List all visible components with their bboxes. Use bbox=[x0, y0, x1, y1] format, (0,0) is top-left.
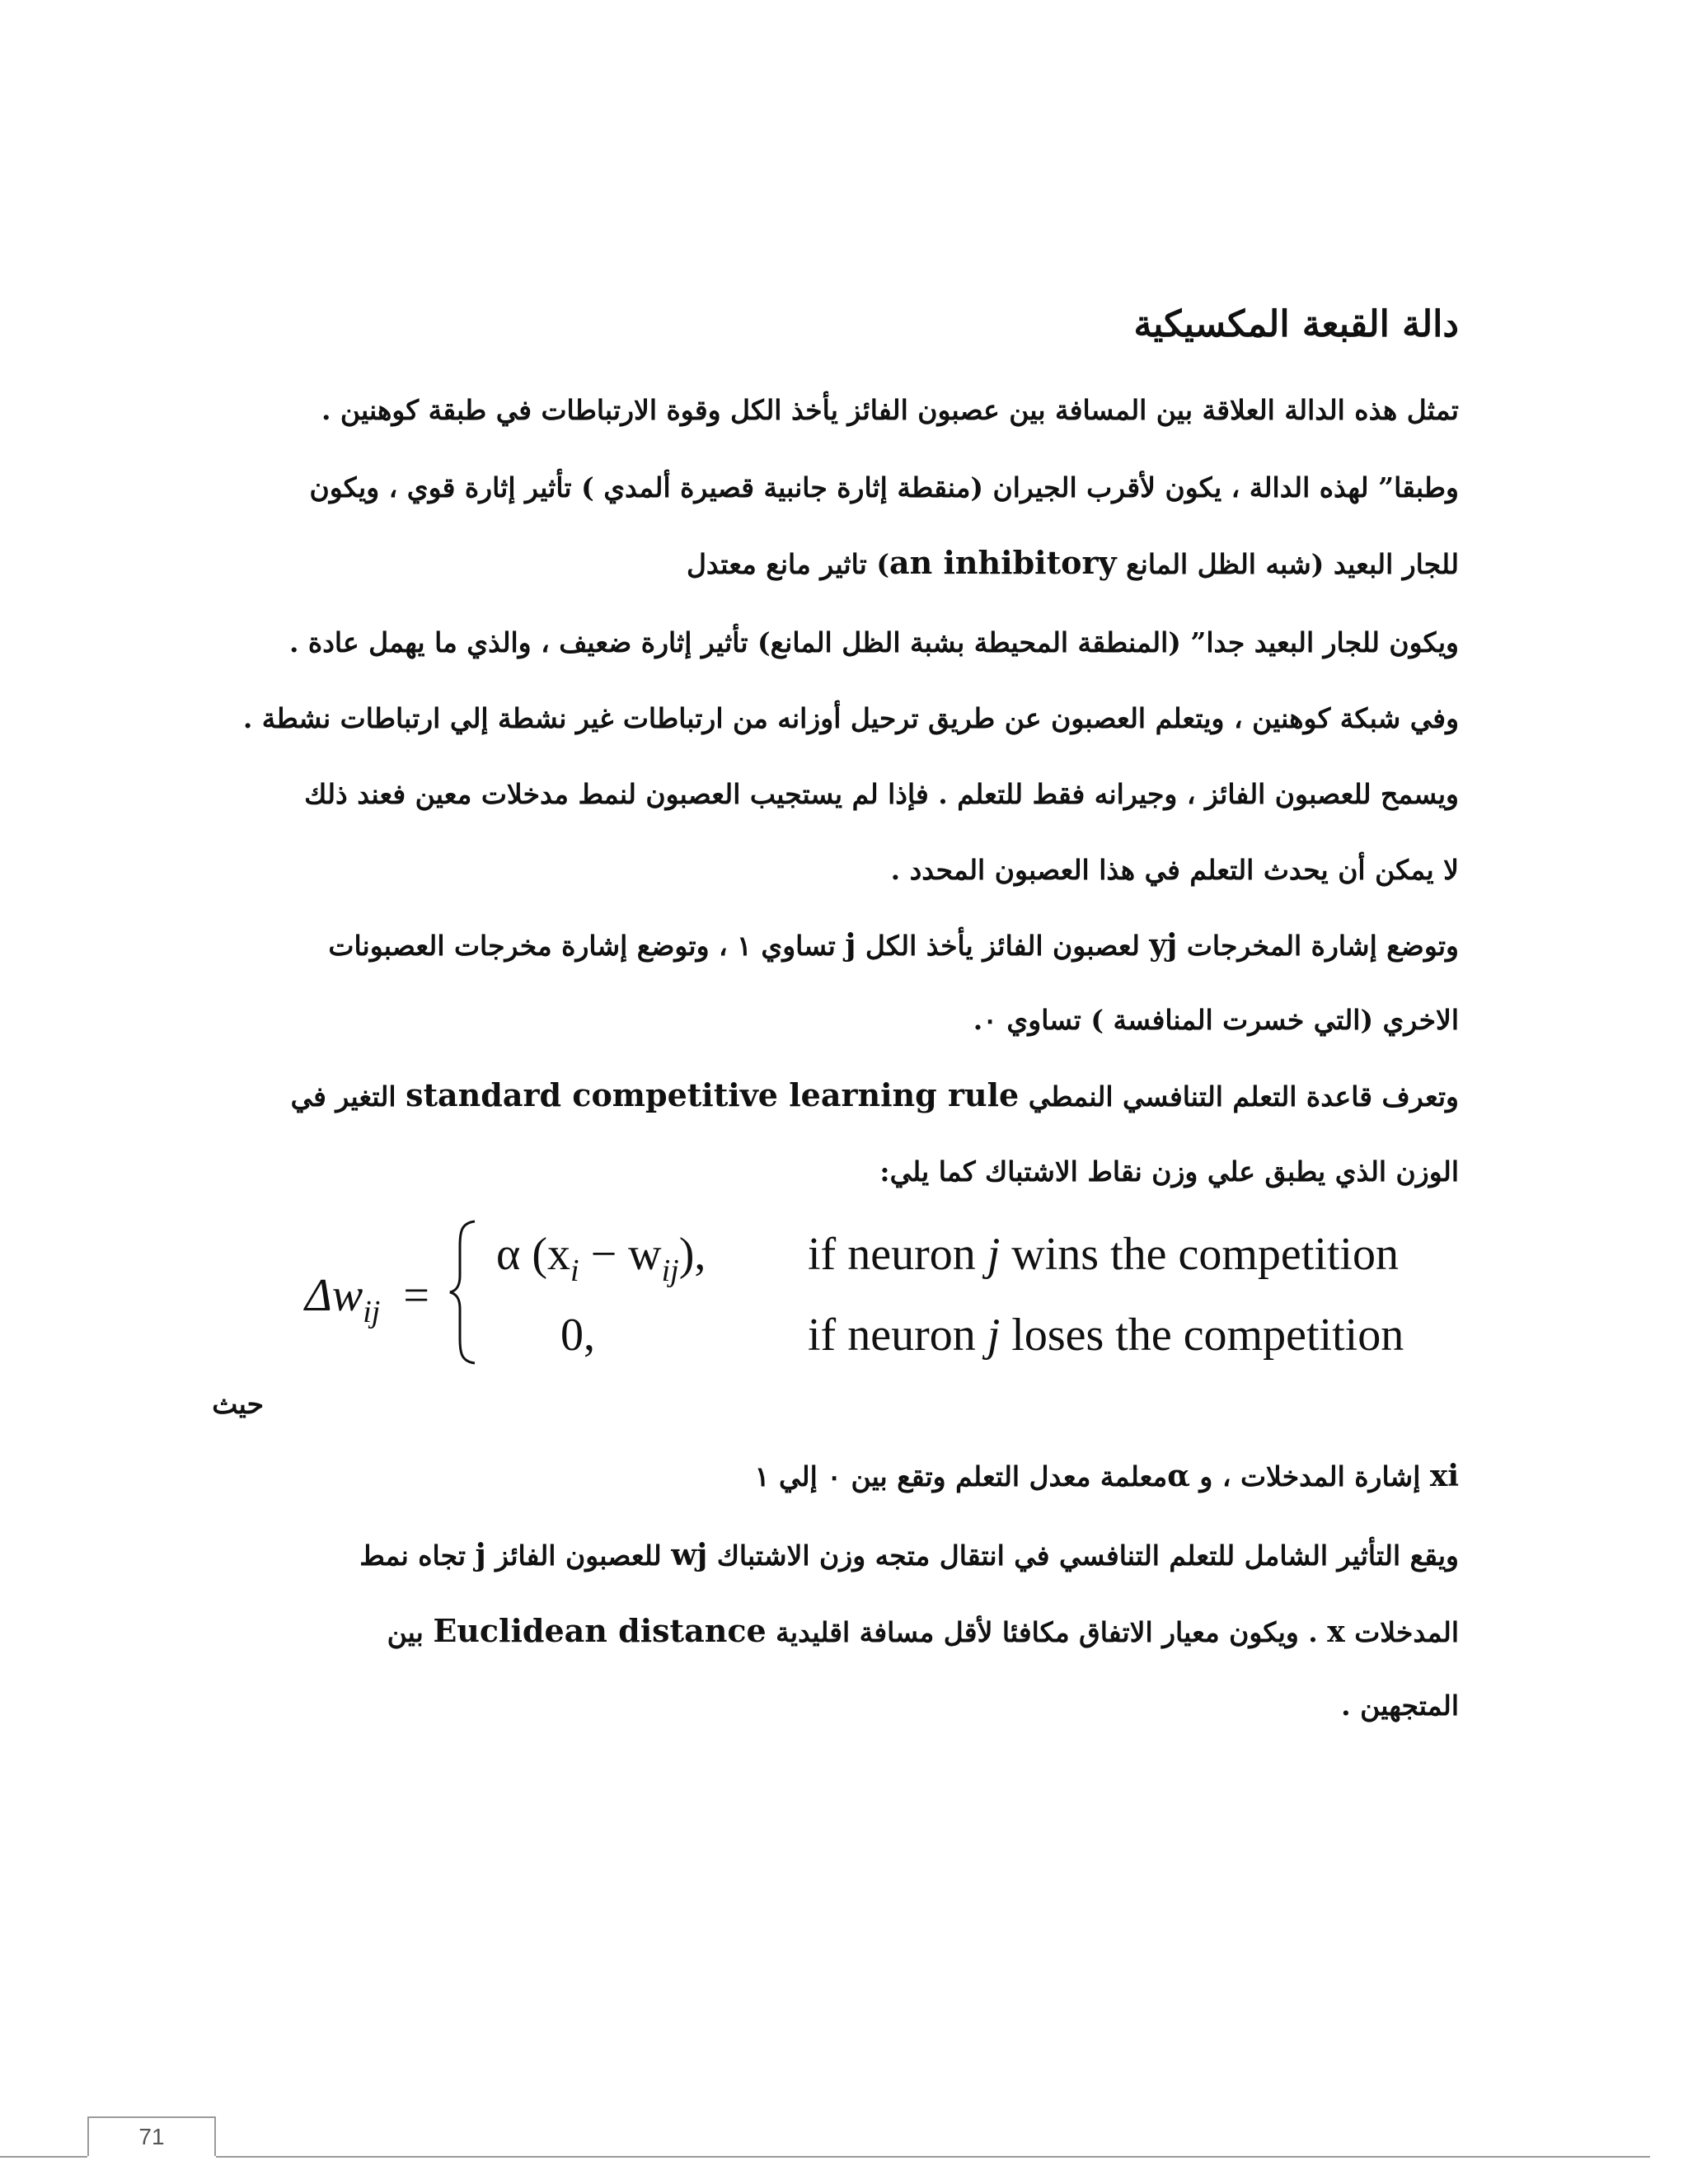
equation-row-2-condition bbox=[808, 1309, 1404, 1361]
line-5-text: وفي شبكة كوهنين ، ويتعلم العصبون عن طريق ترحيل أوزانه من ارتباطات غير نشطة إلي ارتباطات نشطة . bbox=[242, 702, 1459, 734]
equation-row-1-condition bbox=[808, 1228, 1399, 1281]
row-2-condition-a: if neuron bbox=[808, 1310, 987, 1361]
heading-text: دالة القبعة المكسيكية bbox=[1133, 303, 1459, 345]
row-2-expression: 0, bbox=[560, 1310, 595, 1361]
paragraph-line-10 bbox=[214, 1076, 1459, 1114]
paragraph-line-8 bbox=[214, 928, 1459, 963]
line-14-text-b: للعصبون الفائز bbox=[485, 1540, 672, 1572]
line-2-text: وطبقا” لهذه الدالة ، يكون لأقرب الجيران (منقطة إثارة جانبية قصيرة ألمدي ) تأثير إثارة قوي ، ويكون bbox=[309, 471, 1459, 504]
line-16-text: المتجهين . bbox=[1341, 1690, 1459, 1722]
line-3-english-term: an inhibitory bbox=[889, 544, 1117, 581]
line-3-text-b: ) تاثير مانع معتدل bbox=[686, 548, 889, 580]
row-1-sub-i: i bbox=[570, 1254, 579, 1288]
line-15-x-symbol: x bbox=[1327, 1615, 1345, 1649]
line-13-alpha-symbol: α bbox=[1167, 1459, 1190, 1493]
line-10-text-b: التغير في bbox=[290, 1080, 406, 1113]
line-15-text-c: بين bbox=[387, 1616, 434, 1648]
line-15-text-b: . ويكون معيار الاتفاق مكافئا لأقل مسافة اقليدية bbox=[766, 1616, 1328, 1648]
line-8-text-c: تساوي ١ ، وتوضع إشارة مخرجات العصبونات bbox=[328, 930, 846, 962]
line-13-text-a: إشارة المدخلات ، و bbox=[1189, 1460, 1430, 1493]
row-2-condition-j: j bbox=[987, 1310, 1001, 1361]
line-12-text: حيث bbox=[212, 1388, 264, 1420]
line-10-text-a: وتعرف قاعدة التعلم التنافسي النمطي bbox=[1019, 1080, 1459, 1113]
line-14-text-c: تجاه نمط bbox=[359, 1540, 476, 1572]
line-7-text: لا يمكن أن يحدث التعلم في هذا العصبون المحدد . bbox=[890, 854, 1459, 886]
page-number-box bbox=[87, 2116, 216, 2156]
row-1-expression: α (x bbox=[496, 1229, 570, 1280]
paragraph-line-16 bbox=[214, 1690, 1459, 1722]
row-1-close: ), bbox=[678, 1229, 706, 1280]
line-8-text-b: لعصبون الفائز يأخذ الكل bbox=[856, 930, 1150, 962]
line-4-text: ويكون للجار البعيد جدا” (المنطقة المحيطة بشبة الظل المانع) تأثير إثارة ضعيف ، والذي ما يهمل عادة . bbox=[288, 626, 1459, 658]
row-1-condition-a: if neuron bbox=[808, 1229, 987, 1280]
row-1-condition-j: j bbox=[987, 1229, 1001, 1280]
line-15-text-a: المدخلات bbox=[1344, 1616, 1459, 1648]
page-number: 71 bbox=[138, 2124, 165, 2149]
line-14-text-a: ويقع التأثير الشامل للتعلم التنافسي في انتقال متجه وزن الاشتباك bbox=[707, 1540, 1459, 1572]
line-8-yj-symbol: yj bbox=[1149, 928, 1178, 963]
line-8-text-a: وتوضع إشارة المخرجات bbox=[1177, 930, 1459, 962]
paragraph-line-6 bbox=[214, 778, 1459, 811]
row-2-condition-b: loses the competition bbox=[1000, 1310, 1404, 1361]
equation-row-1 bbox=[496, 1228, 706, 1289]
paragraph-line-14 bbox=[214, 1538, 1459, 1573]
equation-lhs-subscript: ij bbox=[363, 1295, 381, 1329]
paragraph-line-3 bbox=[214, 544, 1459, 582]
line-15-english-term: Euclidean distance bbox=[433, 1612, 767, 1649]
footer-rule-left bbox=[0, 2156, 87, 2158]
page-body bbox=[214, 0, 1459, 2184]
paragraph-line-15 bbox=[214, 1612, 1459, 1650]
paragraph-line-13 bbox=[214, 1459, 1459, 1494]
paragraph-line-1 bbox=[214, 394, 1459, 427]
row-1-condition-b: wins the competition bbox=[1000, 1229, 1399, 1280]
line-10-english-term: standard competitive learning rule bbox=[406, 1076, 1020, 1113]
line-14-j-symbol: j bbox=[475, 1538, 486, 1572]
footer-rule-right bbox=[216, 2156, 1650, 2158]
equation-equals: = bbox=[403, 1270, 429, 1321]
paragraph-line-4 bbox=[214, 626, 1459, 659]
left-brace-icon bbox=[447, 1218, 480, 1366]
equation-lhs bbox=[305, 1269, 429, 1330]
line-13-xi-symbol: xi bbox=[1429, 1459, 1459, 1493]
line-14-wj-symbol: wj bbox=[671, 1538, 708, 1572]
paragraph-line-11 bbox=[214, 1155, 1459, 1188]
row-1-minus-w: − w bbox=[579, 1229, 662, 1280]
equation-row-2 bbox=[560, 1309, 595, 1361]
line-11-text: الوزن الذي يطبق علي وزن نقاط الاشتباك كما يلي: bbox=[879, 1155, 1459, 1188]
paragraph-line-9 bbox=[214, 1004, 1459, 1037]
paragraph-line-12 bbox=[212, 1388, 264, 1421]
line-8-j-symbol: j bbox=[845, 928, 856, 963]
paragraph-line-5 bbox=[214, 702, 1459, 735]
competitive-learning-equation bbox=[305, 1218, 1475, 1383]
line-1-text: تمثل هذه الدالة العلاقة بين المسافة بين عصبون الفائز يأخذ الكل وقوة الارتباطات في طبقة كوهنين . bbox=[321, 394, 1459, 426]
line-13-text-b: معلمة معدل التعلم وتقع بين ٠ إلي ١ bbox=[754, 1460, 1168, 1493]
equation-delta-w: Δw bbox=[305, 1270, 363, 1321]
line-6-text: ويسمح للعصبون الفائز ، وجيرانه فقط للتعلم . فإذا لم يستجيب العصبون لنمط مدخلات معين فعند ذلك bbox=[304, 778, 1459, 810]
paragraph-line-2 bbox=[214, 471, 1459, 504]
paragraph-line-7 bbox=[214, 854, 1459, 887]
row-1-sub-ij: ij bbox=[661, 1254, 679, 1288]
line-9-text: الاخري (التي خسرت المنافسة ) تساوي ٠. bbox=[973, 1004, 1459, 1036]
line-3-text-a: للجار البعيد (شبه الظل المانع bbox=[1116, 548, 1459, 580]
section-heading bbox=[214, 303, 1459, 347]
